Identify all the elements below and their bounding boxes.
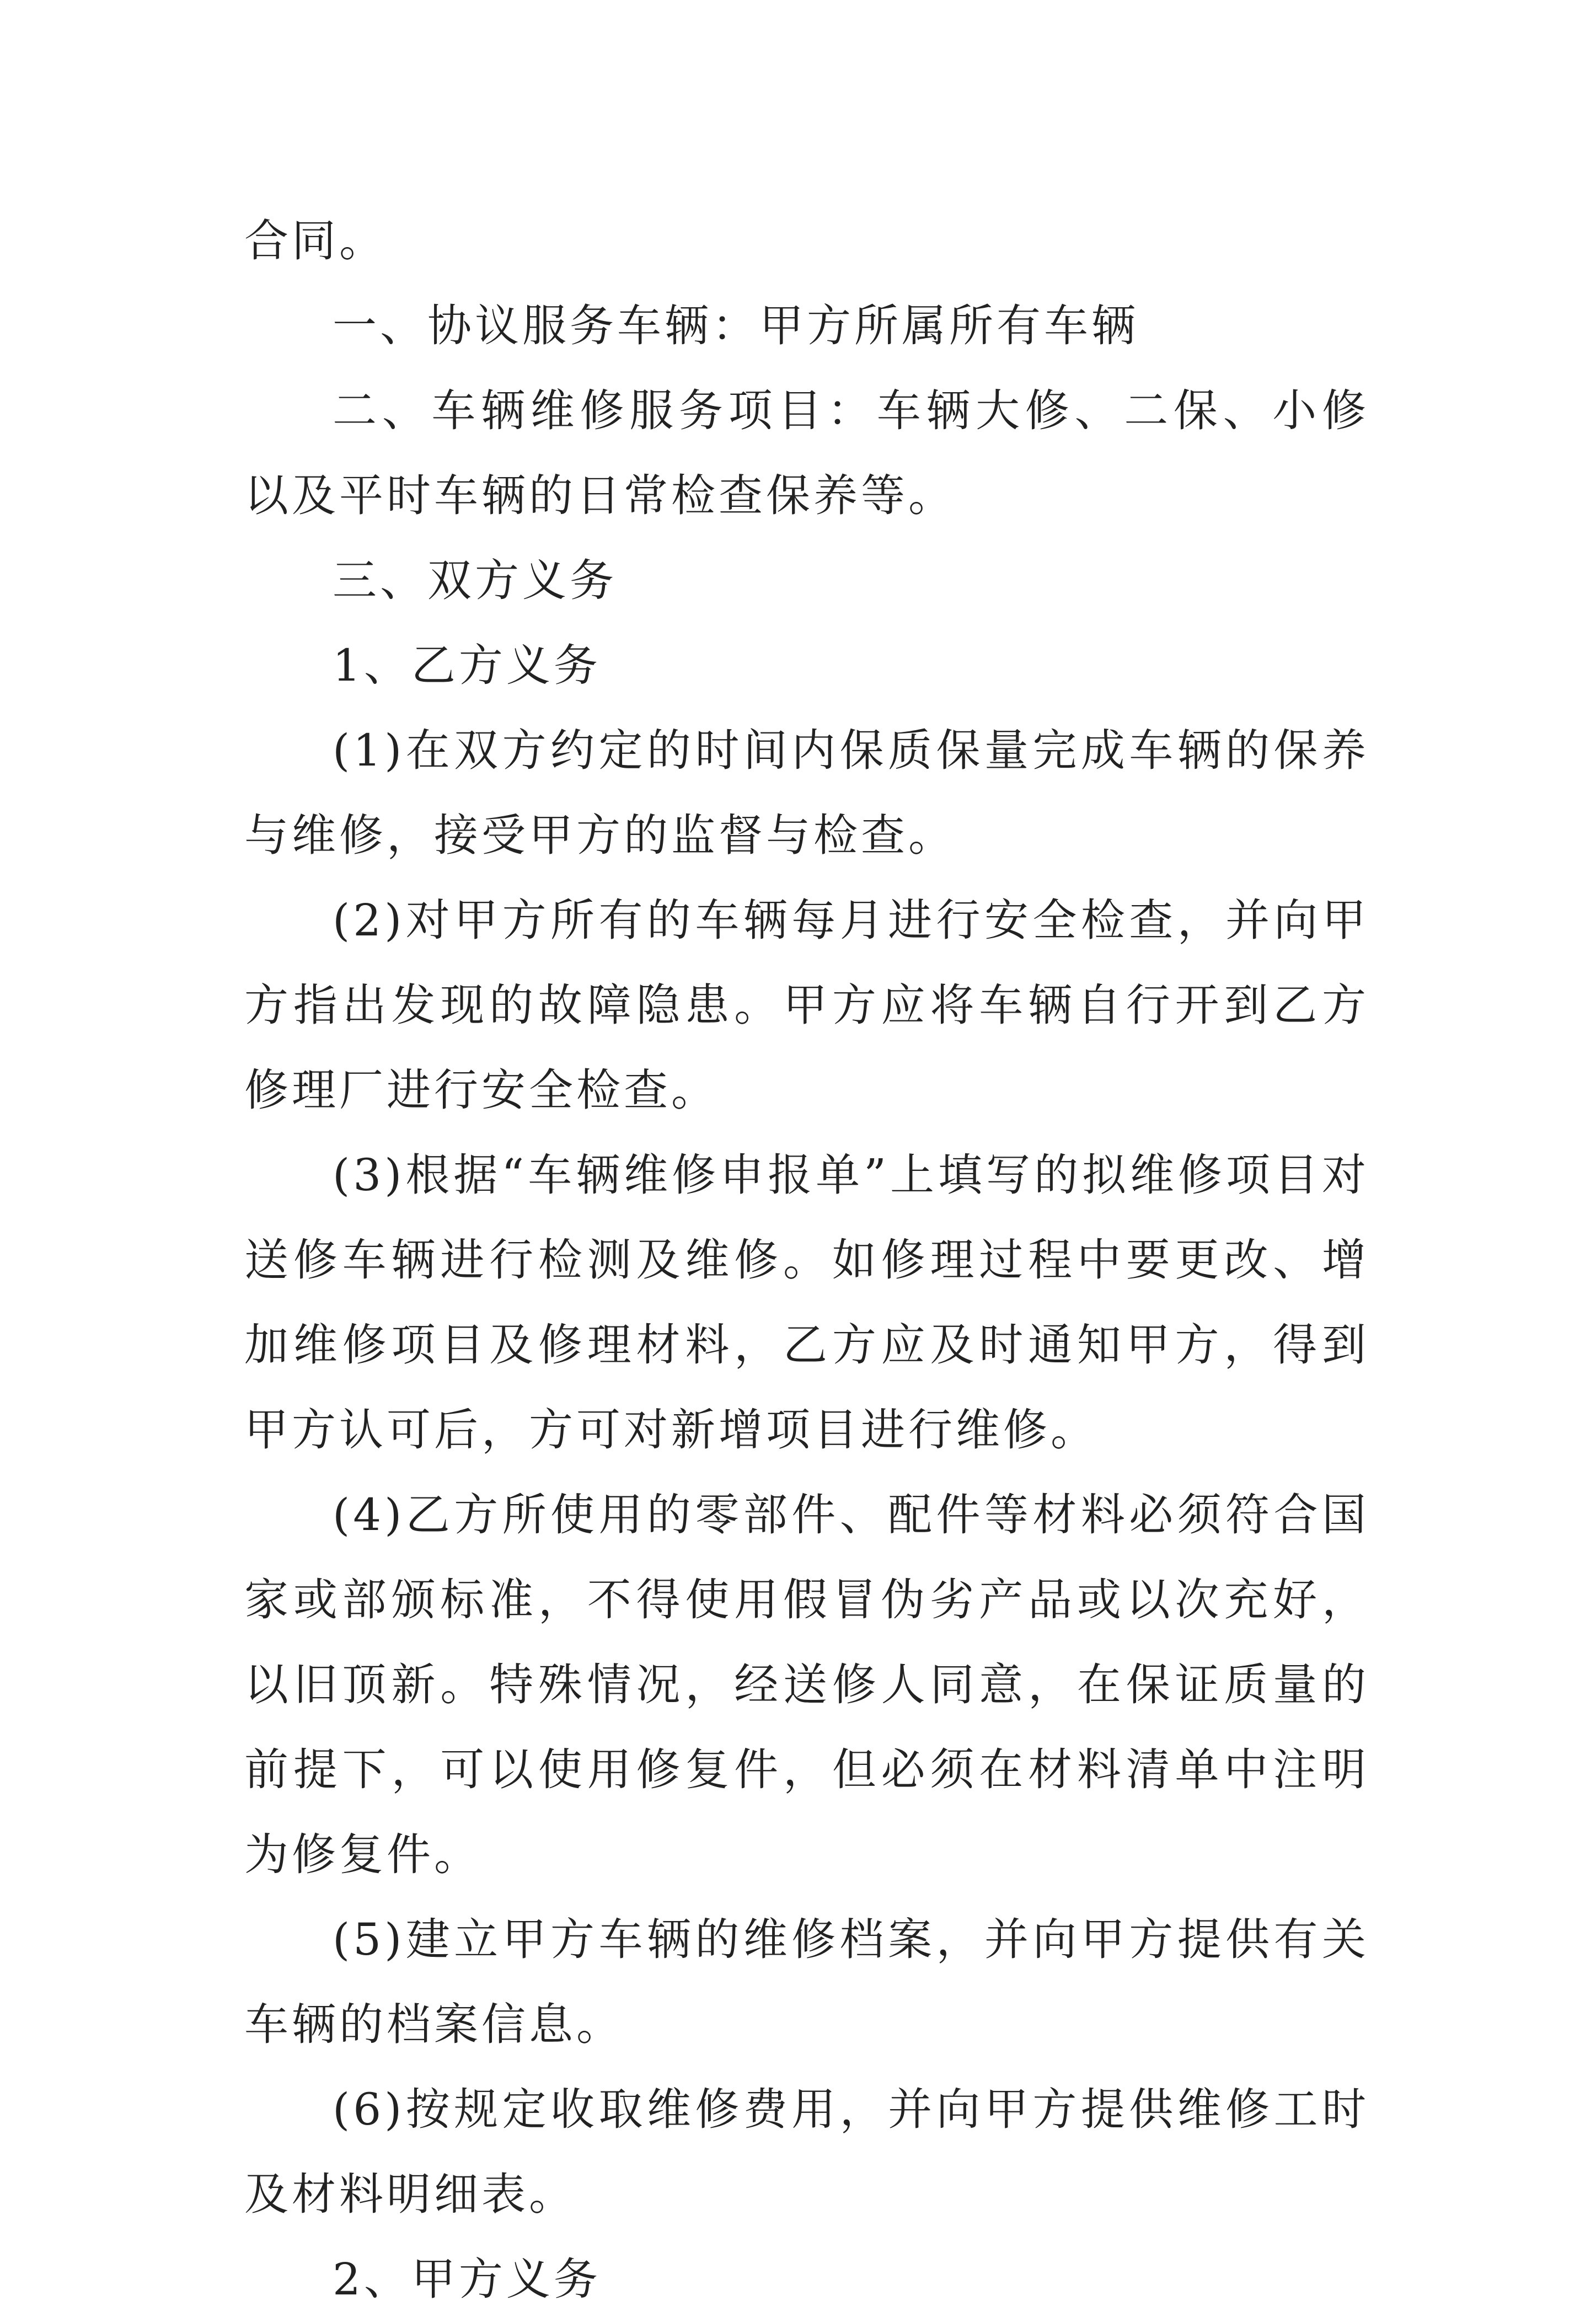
document-body (244, 199, 1369, 2322)
paragraph-service-vehicles: 一、协议服务车辆：甲方所属所有车辆 (333, 300, 1139, 351)
paragraph-service-items: 二、车辆维修服务项目：车辆大修、二保、小修以及平时车辆的日常检查保养等。 (244, 385, 1369, 521)
paragraph-obligation-6: (6)按规定收取维修费用，并向甲方提供维修工时及材料明细表。 (244, 2084, 1369, 2220)
paragraph-obligation-5: (5)建立甲方车辆的维修档案，并向甲方提供有关车辆的档案信息。 (244, 1914, 1369, 2050)
paragraph-obligation-3: (3)根据“车辆维修申报单”上填写的拟维修项目对送修车辆进行检测及维修。如修理过程中要更改、增加维修项目及修理材料，乙方应及时通知甲方，得到甲方认可后，方可对新增项目进行维修。 (244, 1149, 1369, 1456)
paragraph-obligation-4: (4)乙方所使用的零部件、配件等材料必须符合国家或部颁标准，不得使用假冒伪劣产品或以次充好，以旧顶新。特殊情况，经送修人同意，在保证质量的前提下，可以使用修复件，但必须在材料清单中注明为修复件。 (244, 1489, 1369, 1880)
paragraph-obligation-2: (2)对甲方所有的车辆每月进行安全检查，并向甲方指出发现的故障隐患。甲方应将车辆自行开到乙方修理厂进行安全检查。 (244, 895, 1369, 1116)
paragraph-contract-end: 合同。 (244, 215, 387, 266)
paragraph-obligation-1: (1)在双方约定的时间内保质保量完成车辆的保养与维修，接受甲方的监督与检查。 (244, 725, 1369, 861)
heading-obligations: 三、双方义务 (333, 555, 617, 606)
heading-party-a-obligations: 2、甲方义务 (333, 2254, 601, 2305)
heading-party-b-obligations: 1、乙方义务 (333, 640, 601, 691)
